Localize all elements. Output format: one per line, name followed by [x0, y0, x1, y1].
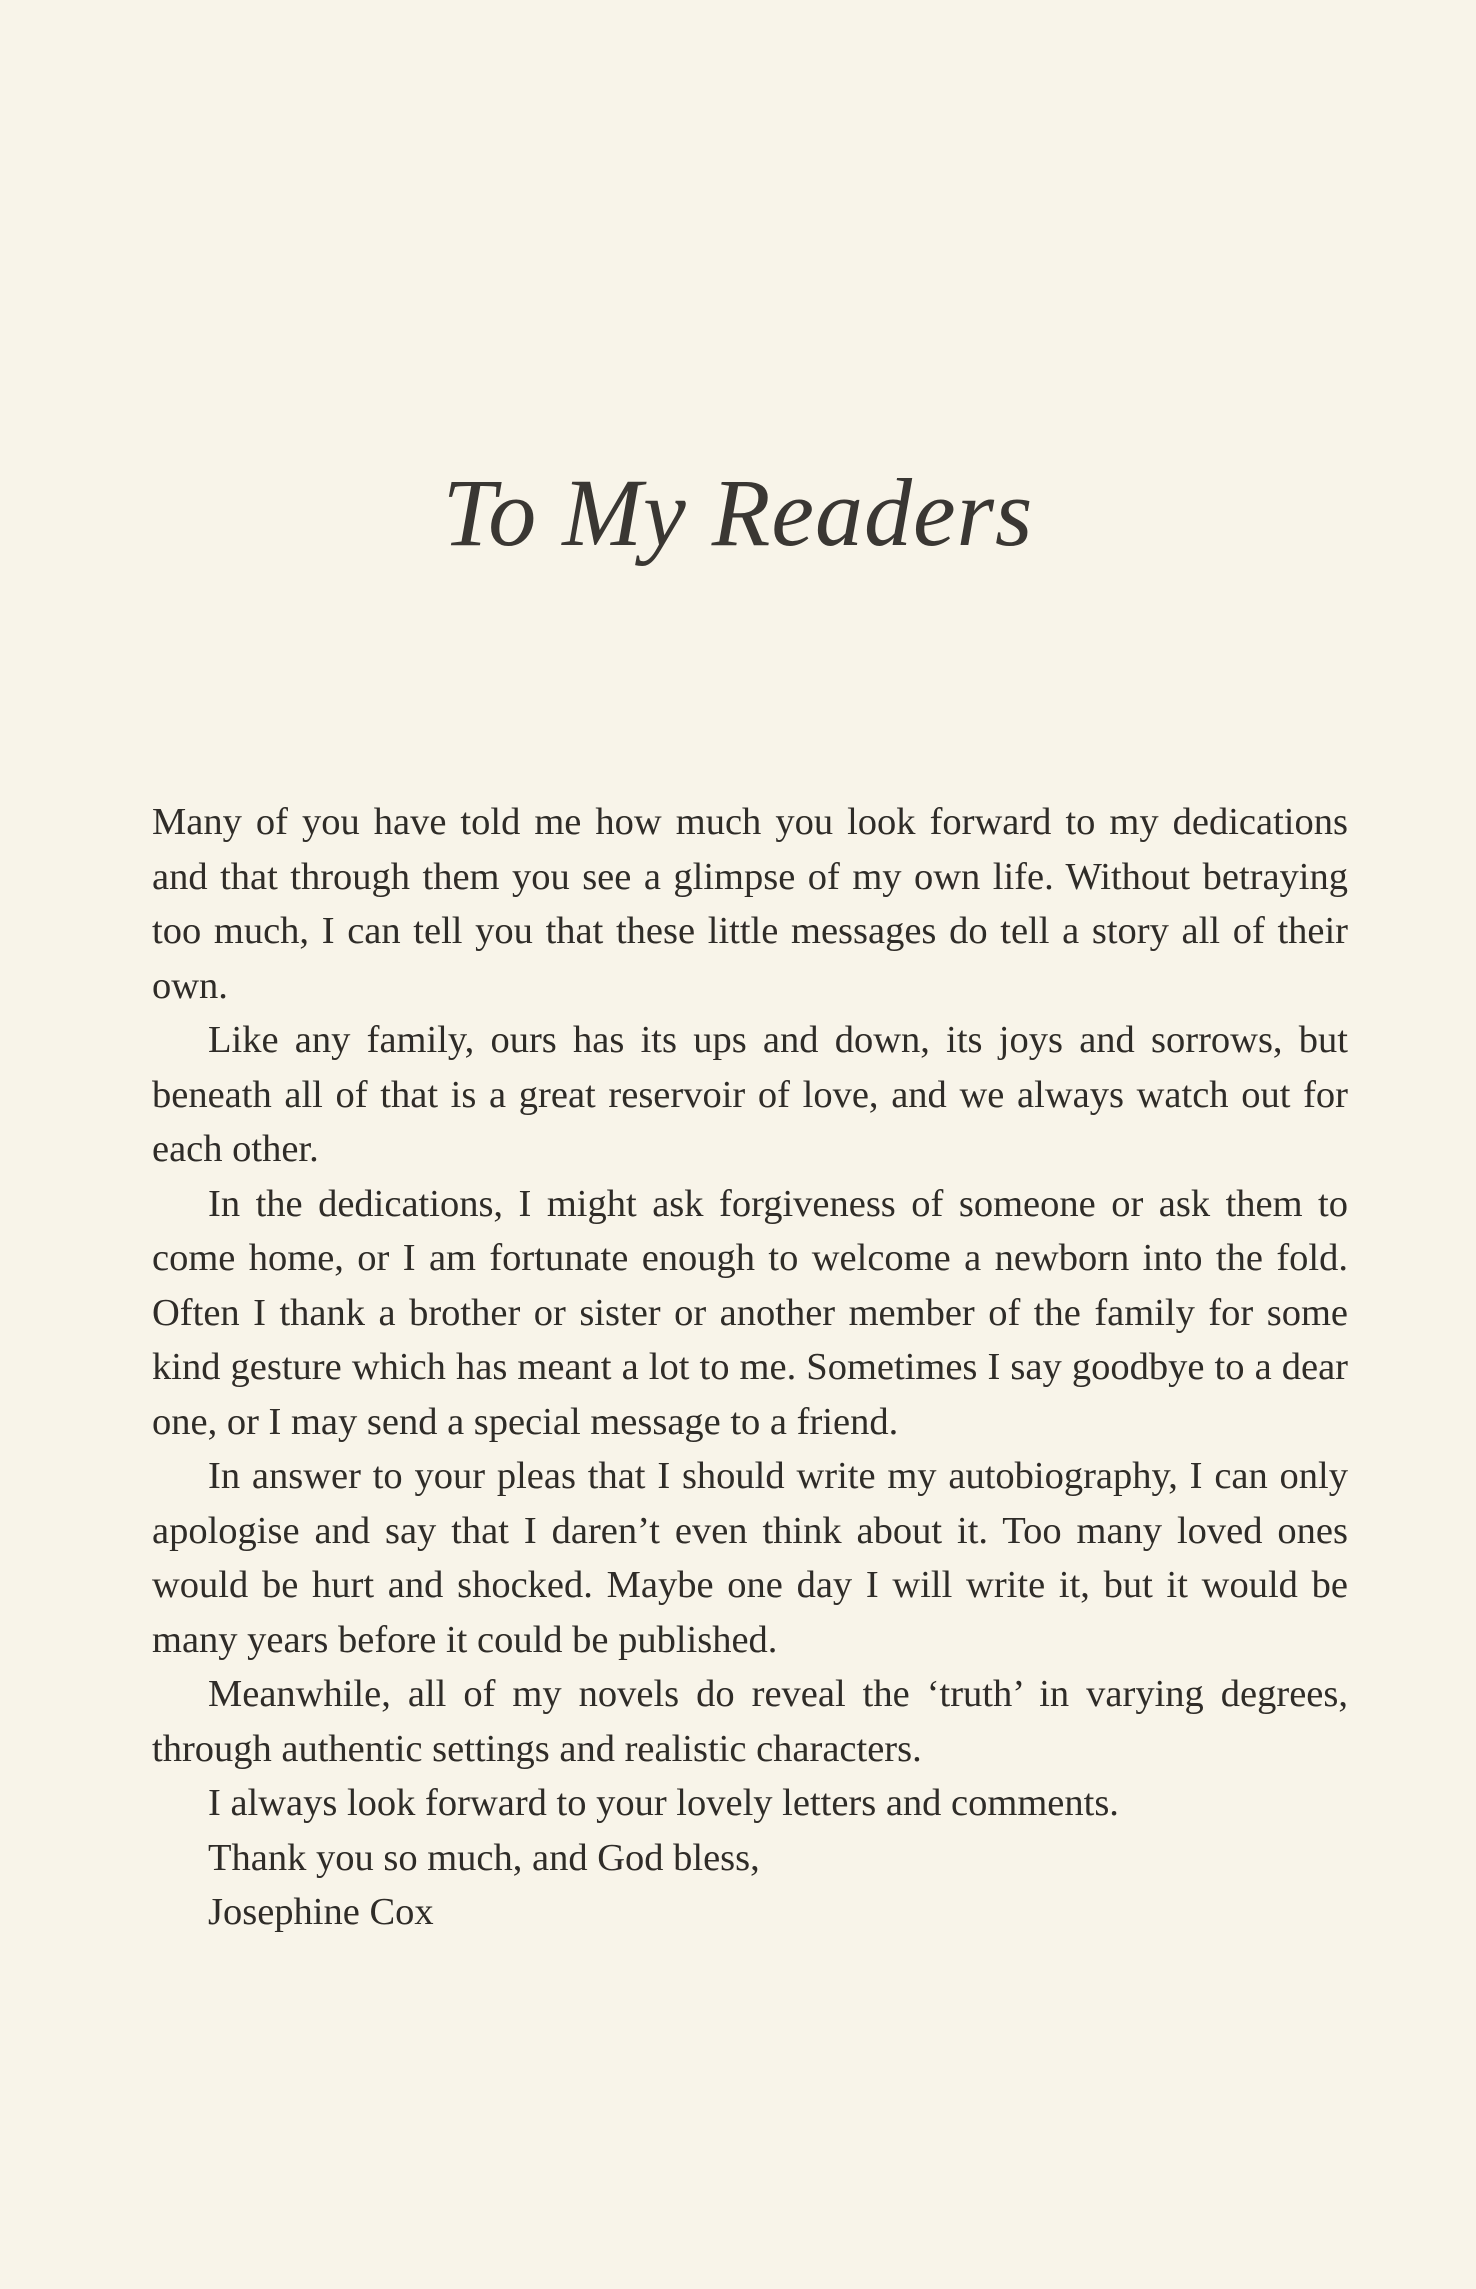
signature: Josephine Cox [208, 1891, 434, 1933]
letter-body [152, 795, 1348, 1940]
closing-line-blessing: Thank you so much, and God bless, [208, 1836, 760, 1879]
paragraph-2: Like any family, ours has its ups and down, its joys and sorrows, but beneath all of that is a great reservoir of love, and we always watch out for each other. [152, 1019, 1348, 1170]
paragraph-1: Many of you have told me how much you look forward to my dedications and that through them you see a glimpse of my own life. Without betraying too much, I can tell you that these little messages do tell a story all of their own. [152, 801, 1348, 1007]
paragraph-5: Meanwhile, all of my novels do reveal the ‘truth’ in varying degrees, through authentic settings and realistic characters. [152, 1673, 1348, 1770]
paragraph-3: In the dedications, I might ask forgiveness of someone or ask them to come home, or I am fortunate enough to welcome a newborn into the fold. Often I thank a brother or sister or another member of the family for some kind gesture which has meant a lot to me. Sometimes I say goodbye to a dear one, or I may send a special message to a friend. [152, 1182, 1348, 1443]
paragraph-4: In answer to your pleas that I should write my autobiography, I can only apologise and say that I daren’t even think about it. Too many loved ones would be hurt and shocked. Maybe one day I will write it, but it would be many years before it could be published. [152, 1455, 1348, 1661]
closing-line-thanks: I always look forward to your lovely letters and comments. [208, 1782, 1119, 1824]
page-title: To My Readers [442, 459, 1034, 566]
